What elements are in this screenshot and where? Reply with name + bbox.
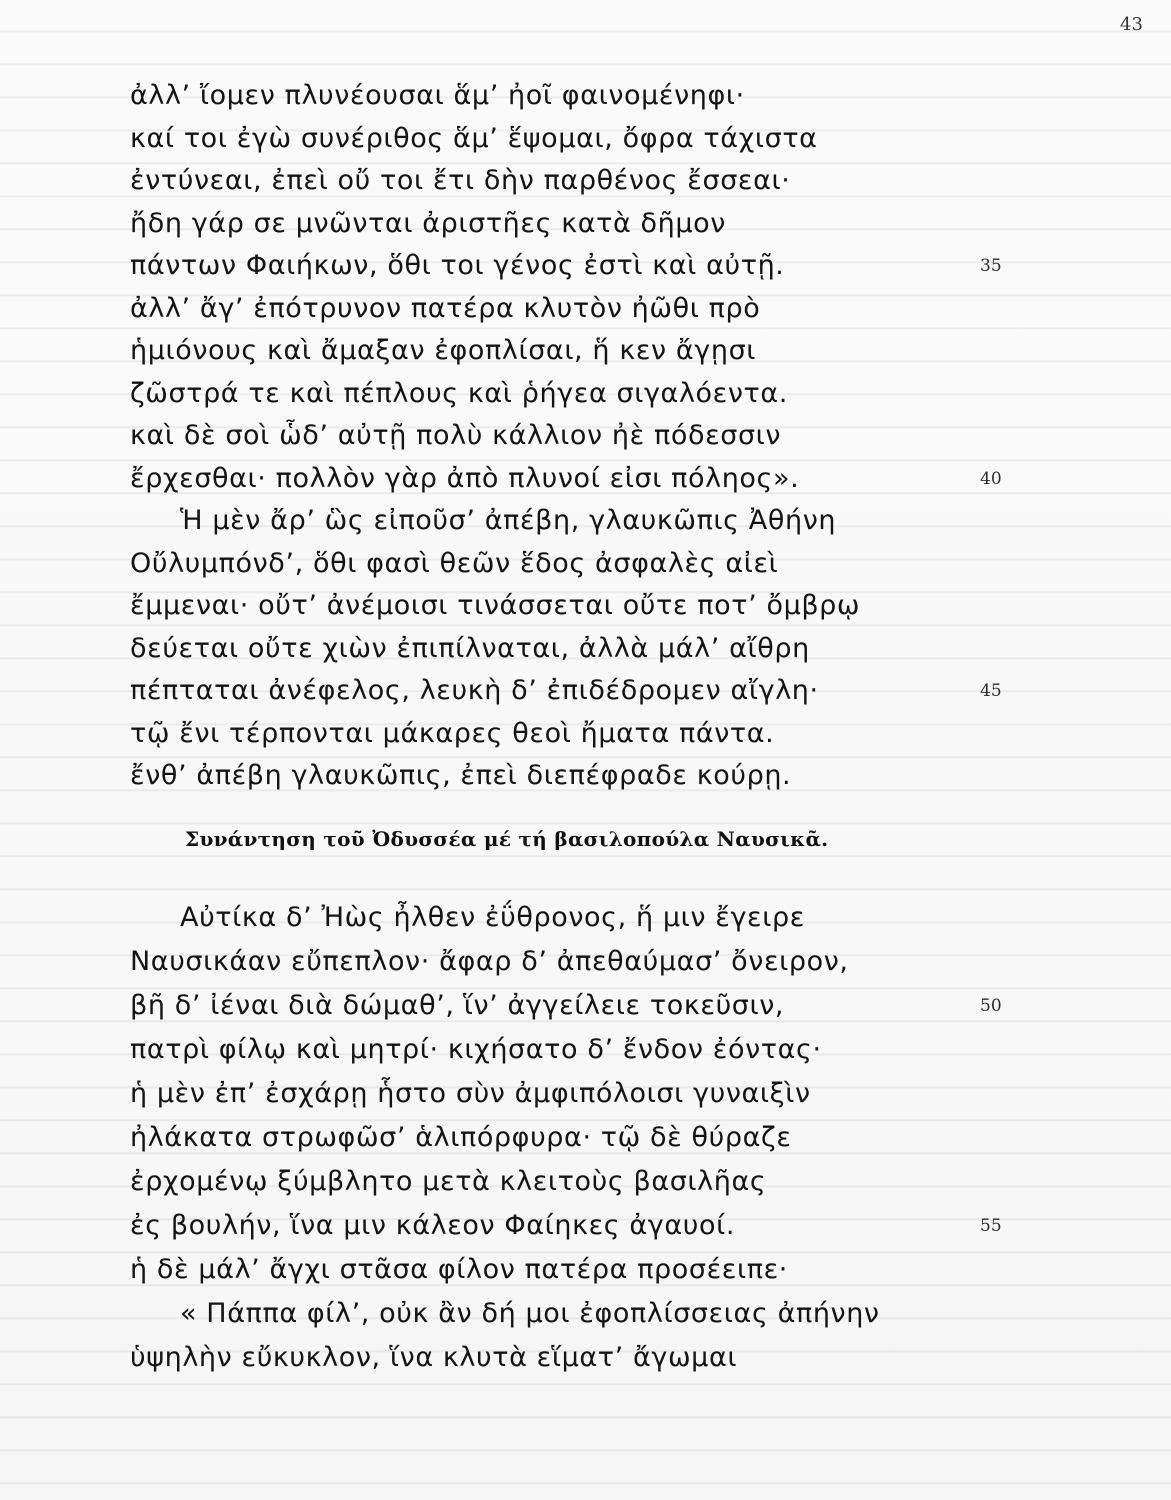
verse-line: δεύεται οὔτε χιὼν ἐπιπίλναται, ἀλλὰ μάλ’ αἴθρη xyxy=(130,632,810,664)
verse-line: ἡ δὲ μάλ’ ἄγχι στᾶσα φίλον πατέρα προσέειπε· xyxy=(130,1254,788,1285)
verse-line: ἡμιόνους καὶ ἄμαξαν ἐφοπλίσαι, ἥ κεν ἄγῃσι xyxy=(130,335,757,366)
verse-line: ζῶστρά τε καὶ πέπλους καὶ ῥήγεα σιγαλόεντα. xyxy=(130,377,788,409)
verse-line: καί τοι ἐγὼ συνέριθος ἅμ’ ἕψομαι, ὄφρα τάχιστα xyxy=(130,122,818,154)
verse-line: ἐς βουλήν, ἵνα μιν κάλεον Φαίηκες ἀγαυοί. xyxy=(130,1210,736,1241)
verse-line: ἔνθ’ ἀπέβη γλαυκῶπις, ἐπεὶ διεπέφραδε κούρῃ. xyxy=(130,760,792,791)
verse-line: ἡ μὲν ἐπ’ ἐσχάρῃ ἧστο σὺν ἀμφιπόλοισι γυναιξὶν xyxy=(130,1078,811,1109)
verse-line: τῷ ἔνι τέρπονται μάκαρες θεοὶ ἤματα πάντα. xyxy=(130,717,775,749)
verse-line: « Πάππα φίλ’, οὐκ ἂν δή μοι ἐφοπλίσσειας ἀπήνην xyxy=(180,1298,880,1329)
verse-line: Ἡ μὲν ἄρ’ ὣς εἰποῦσ’ ἀπέβη, γλαυκῶπις Ἀθήνη xyxy=(180,505,837,536)
verse-line: πέπταται ἀνέφελος, λευκὴ δ’ ἐπιδέδρομεν αἴγλη· xyxy=(130,675,819,706)
verse-line: ἐντύνεαι, ἐπεὶ οὔ τοι ἔτι δὴν παρθένος ἔσσεαι· xyxy=(130,165,791,196)
page-number: 43 xyxy=(1120,14,1143,35)
verse-line: Οὔλυμπόνδ’, ὅθι φασὶ θεῶν ἕδος ἀσφαλὲς αἰεὶ xyxy=(130,547,779,579)
line-number: 35 xyxy=(980,256,1002,276)
verse-line: βῆ δ’ ἰέναι διὰ δώμαθ’, ἵν’ ἀγγείλειε τοκεῦσιν, xyxy=(130,990,785,1021)
verse-line: ἠλάκατα στρωφῶσ’ ἁλιπόρφυρα· τῷ δὲ θύραζε xyxy=(130,1122,792,1153)
line-number: 45 xyxy=(980,681,1002,701)
verse-line: ἀλλ’ ἴομεν πλυνέουσαι ἅμ’ ἠοῖ φαινομένηφι· xyxy=(130,80,745,111)
verse-line: ἤδη γάρ σε μνῶνται ἀριστῆες κατὰ δῆμον xyxy=(130,207,726,239)
line-number: 40 xyxy=(980,468,1002,489)
verse-line: πατρὶ φίλῳ καὶ μητρί· κιχήσατο δ’ ἔνδον ἐόντας· xyxy=(130,1034,822,1065)
verse-line: ὑψηλὴν εὔκυκλον, ἵνα κλυτὰ εἵματ’ ἄγωμαι xyxy=(130,1342,738,1373)
verse-line: Ναυσικάαν εὔπεπλον· ἄφαρ δ’ ἀπεθαύμασ’ ὄνειρον, xyxy=(130,946,849,977)
verse-line: Αὐτίκα δ’ Ἠὼς ἦλθεν ἐΰθρονος, ἥ μιν ἔγειρε xyxy=(180,902,805,933)
verse-line: καὶ δὲ σοὶ ὧδ’ αὐτῇ πολὺ κάλλιον ἠὲ πόδεσσιν xyxy=(130,420,782,451)
section-heading: Συνάντηση τοῦ Ὀδυσσέα μέ τή βασιλοπούλα Ναυσικᾶ. xyxy=(185,827,829,851)
verse-line: ἀλλ’ ἄγ’ ἐπότρυνον πατέρα κλυτὸν ἠῶθι πρὸ xyxy=(130,292,761,324)
verse-line: πάντων Φαιήκων, ὅθι τοι γένος ἐστὶ καὶ αὐτῇ. xyxy=(130,250,785,281)
verse-line: ἔρχεσθαι· πολλὸν γὰρ ἀπὸ πλυνοί εἰσι πόληος». xyxy=(130,462,800,494)
verse-line: ἐρχομένῳ ξύμβλητο μετὰ κλειτοὺς βασιλῆας xyxy=(130,1166,767,1197)
verse-line: ἔμμεναι· οὔτ’ ἀνέμοισι τινάσσεται οὔτε ποτ’ ὄμβρῳ xyxy=(130,590,861,621)
line-number: 55 xyxy=(980,1216,1002,1236)
line-number: 50 xyxy=(980,996,1002,1016)
